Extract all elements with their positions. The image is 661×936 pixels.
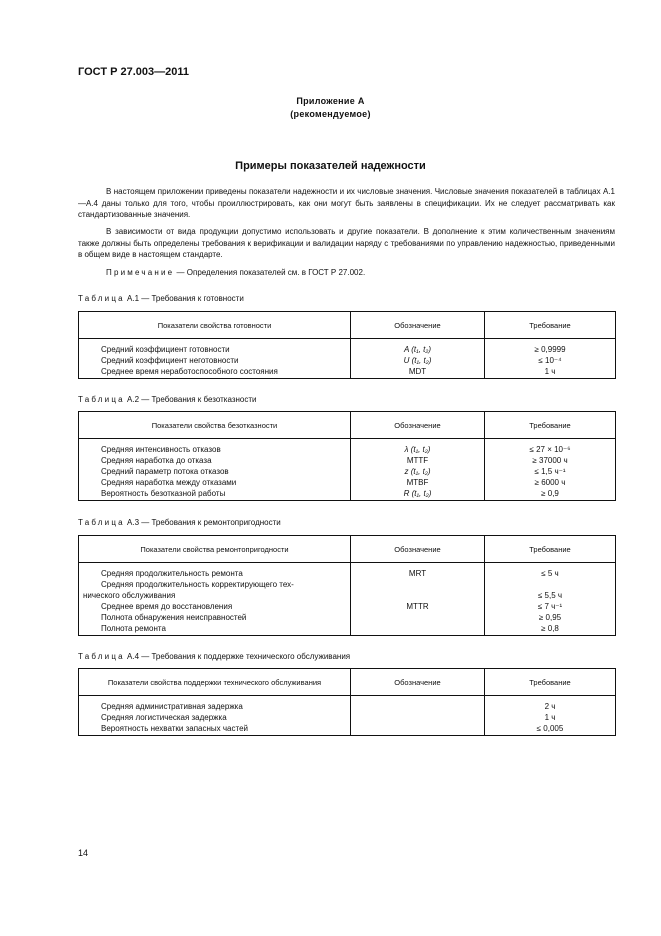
indicator-symbol bbox=[351, 488, 485, 501]
table-a2-caption bbox=[78, 395, 257, 404]
page-number: 14 bbox=[78, 848, 89, 858]
indicator-requirement: ≥ 0,8 bbox=[485, 623, 616, 636]
table-a1 bbox=[78, 311, 616, 379]
indicator-requirement: ≤ 7 ч⁻¹ bbox=[485, 601, 616, 612]
table-row bbox=[79, 590, 616, 601]
column-header: Показатели свойства поддержки технического обслуживания bbox=[79, 669, 351, 696]
symbol-text: λ (t₁, t₂) bbox=[404, 445, 431, 454]
symbol-text: R (t₁, t₂) bbox=[403, 489, 432, 498]
indicator-name: Среднее время неработоспособного состояния bbox=[79, 366, 351, 379]
indicator-symbol bbox=[351, 723, 485, 736]
indicator-name: Полнота обнаружения неисправностей bbox=[79, 612, 351, 623]
indicator-name: Средняя административная задержка bbox=[79, 696, 351, 713]
indicator-symbol: MDT bbox=[351, 366, 485, 379]
table-row bbox=[79, 623, 616, 636]
paragraph-other-indicators bbox=[78, 226, 615, 261]
column-header: Обозначение bbox=[351, 312, 485, 339]
indicator-symbol bbox=[351, 439, 485, 456]
table-row bbox=[79, 355, 616, 366]
indicator-name: Средняя наработка между отказами bbox=[79, 477, 351, 488]
indicator-requirement: ≤ 10⁻⁴ bbox=[485, 355, 616, 366]
note-text: — Определения показателей см. в ГОСТ Р 27.002. bbox=[174, 268, 366, 277]
symbol-text: z (t₁, t₂) bbox=[404, 467, 431, 476]
indicator-requirement: 1 ч bbox=[485, 366, 616, 379]
indicator-name: Средний коэффициент готовности bbox=[79, 339, 351, 356]
table-a1-caption bbox=[78, 294, 244, 303]
symbol-text: U (t₁, t₂) bbox=[403, 356, 432, 365]
table-header-row bbox=[79, 312, 616, 339]
table-label: Таблица bbox=[78, 395, 125, 404]
table-header-row bbox=[79, 412, 616, 439]
indicator-name: Средний коэффициент неготовности bbox=[79, 355, 351, 366]
indicator-symbol bbox=[351, 466, 485, 477]
table-row bbox=[79, 563, 616, 580]
column-header: Показатели свойства ремонтопригодности bbox=[79, 536, 351, 563]
table-row bbox=[79, 466, 616, 477]
annex-title: Приложение А bbox=[296, 96, 365, 106]
column-header: Обозначение bbox=[351, 669, 485, 696]
indicator-symbol bbox=[351, 590, 485, 601]
table-row bbox=[79, 612, 616, 623]
table-row bbox=[79, 601, 616, 612]
column-header: Требование bbox=[485, 412, 616, 439]
indicator-requirement: ≥ 0,9999 bbox=[485, 339, 616, 356]
indicator-name: Среднее время до восстановления bbox=[79, 601, 351, 612]
indicator-requirement: ≤ 0,005 bbox=[485, 723, 616, 736]
indicator-symbol: MRT bbox=[351, 563, 485, 580]
indicator-name: Полнота ремонта bbox=[79, 623, 351, 636]
table-header-row bbox=[79, 669, 616, 696]
table-a2 bbox=[78, 411, 616, 501]
indicator-name: Средняя продолжительность ремонта bbox=[79, 563, 351, 580]
section-title: Примеры показателей надежности bbox=[235, 160, 426, 172]
table-caption-text: А.2 — Требования к безотказности bbox=[124, 395, 257, 404]
indicator-requirement: ≥ 6000 ч bbox=[485, 477, 616, 488]
table-a3 bbox=[78, 535, 616, 636]
table-a4-caption bbox=[78, 652, 350, 661]
indicator-symbol bbox=[351, 696, 485, 713]
paragraph-intro-text: В настоящем приложении приведены показатели надежности и их числовые значения. Числовые значения показателей в таблицах А.1—А.4 даны только для того, чтобы проиллюстрировать, как они могут быть заявлены в спецификации. Их не следует рассматривать как стандартизованные значения. bbox=[78, 187, 615, 219]
indicator-name: Вероятность безотказной работы bbox=[79, 488, 351, 501]
note-label: Примечание bbox=[106, 268, 175, 277]
indicator-requirement bbox=[485, 579, 616, 590]
table-row bbox=[79, 696, 616, 713]
table-caption-text: А.4 — Требования к поддержке технического обслуживания bbox=[124, 652, 351, 661]
table-header-row bbox=[79, 536, 616, 563]
column-header: Обозначение bbox=[351, 412, 485, 439]
column-header: Обозначение bbox=[351, 536, 485, 563]
table-row bbox=[79, 477, 616, 488]
table-row bbox=[79, 366, 616, 379]
table-row bbox=[79, 712, 616, 723]
table-row bbox=[79, 579, 616, 590]
indicator-name: Средний параметр потока отказов bbox=[79, 466, 351, 477]
indicator-requirement: 1 ч bbox=[485, 712, 616, 723]
table-row bbox=[79, 455, 616, 466]
column-header: Требование bbox=[485, 669, 616, 696]
indicator-symbol: MTTR bbox=[351, 601, 485, 612]
indicator-requirement: ≤ 5 ч bbox=[485, 563, 616, 580]
indicator-name: Средняя продолжительность корректирующего тех- bbox=[79, 579, 351, 590]
indicator-requirement: ≥ 0,9 bbox=[485, 488, 616, 501]
paragraph-intro bbox=[78, 186, 615, 221]
indicator-requirement: ≥ 0,95 bbox=[485, 612, 616, 623]
indicator-symbol bbox=[351, 623, 485, 636]
indicator-requirement: ≤ 27 × 10⁻⁶ bbox=[485, 439, 616, 456]
table-caption-text: А.1 — Требования к готовности bbox=[124, 294, 244, 303]
table-row bbox=[79, 488, 616, 501]
indicator-requirement: 2 ч bbox=[485, 696, 616, 713]
table-a4 bbox=[78, 668, 616, 736]
table-row bbox=[79, 439, 616, 456]
indicator-symbol bbox=[351, 712, 485, 723]
indicator-symbol bbox=[351, 339, 485, 356]
indicator-symbol bbox=[351, 355, 485, 366]
indicator-name: нического обслуживания bbox=[79, 590, 351, 601]
table-label: Таблица bbox=[78, 294, 125, 303]
column-header: Показатели свойства безотказности bbox=[79, 412, 351, 439]
document-code: ГОСТ Р 27.003—2011 bbox=[78, 66, 189, 78]
indicator-symbol: MTBF bbox=[351, 477, 485, 488]
column-header: Требование bbox=[485, 536, 616, 563]
table-row bbox=[79, 339, 616, 356]
table-label: Таблица bbox=[78, 518, 125, 527]
indicator-name: Вероятность нехватки запасных частей bbox=[79, 723, 351, 736]
table-a3-caption bbox=[78, 518, 281, 527]
indicator-name: Средняя интенсивность отказов bbox=[79, 439, 351, 456]
indicator-name: Средняя наработка до отказа bbox=[79, 455, 351, 466]
paragraph-other-text: В зависимости от вида продукции допустимо использовать и другие показатели. В дополнение к этим количественным значениям также должны быть определены требования к верификации и валидации наряду с требованиями по управлению надежностью, приведенными в общем виде в настоящем стандарте. bbox=[78, 227, 615, 259]
note bbox=[106, 268, 365, 277]
indicator-requirement: ≥ 37000 ч bbox=[485, 455, 616, 466]
indicator-requirement: ≤ 1,5 ч⁻¹ bbox=[485, 466, 616, 477]
indicator-symbol bbox=[351, 579, 485, 590]
symbol-text: A (t₁, t₂) bbox=[403, 345, 432, 354]
column-header: Показатели свойства готовности bbox=[79, 312, 351, 339]
table-label: Таблица bbox=[78, 652, 125, 661]
table-caption-text: А.3 — Требования к ремонтопригодности bbox=[124, 518, 281, 527]
indicator-symbol: MTTF bbox=[351, 455, 485, 466]
annex-status: (рекомендуемое) bbox=[290, 109, 371, 119]
indicator-requirement: ≤ 5,5 ч bbox=[485, 590, 616, 601]
indicator-name: Средняя логистическая задержка bbox=[79, 712, 351, 723]
indicator-symbol bbox=[351, 612, 485, 623]
column-header: Требование bbox=[485, 312, 616, 339]
table-row bbox=[79, 723, 616, 736]
